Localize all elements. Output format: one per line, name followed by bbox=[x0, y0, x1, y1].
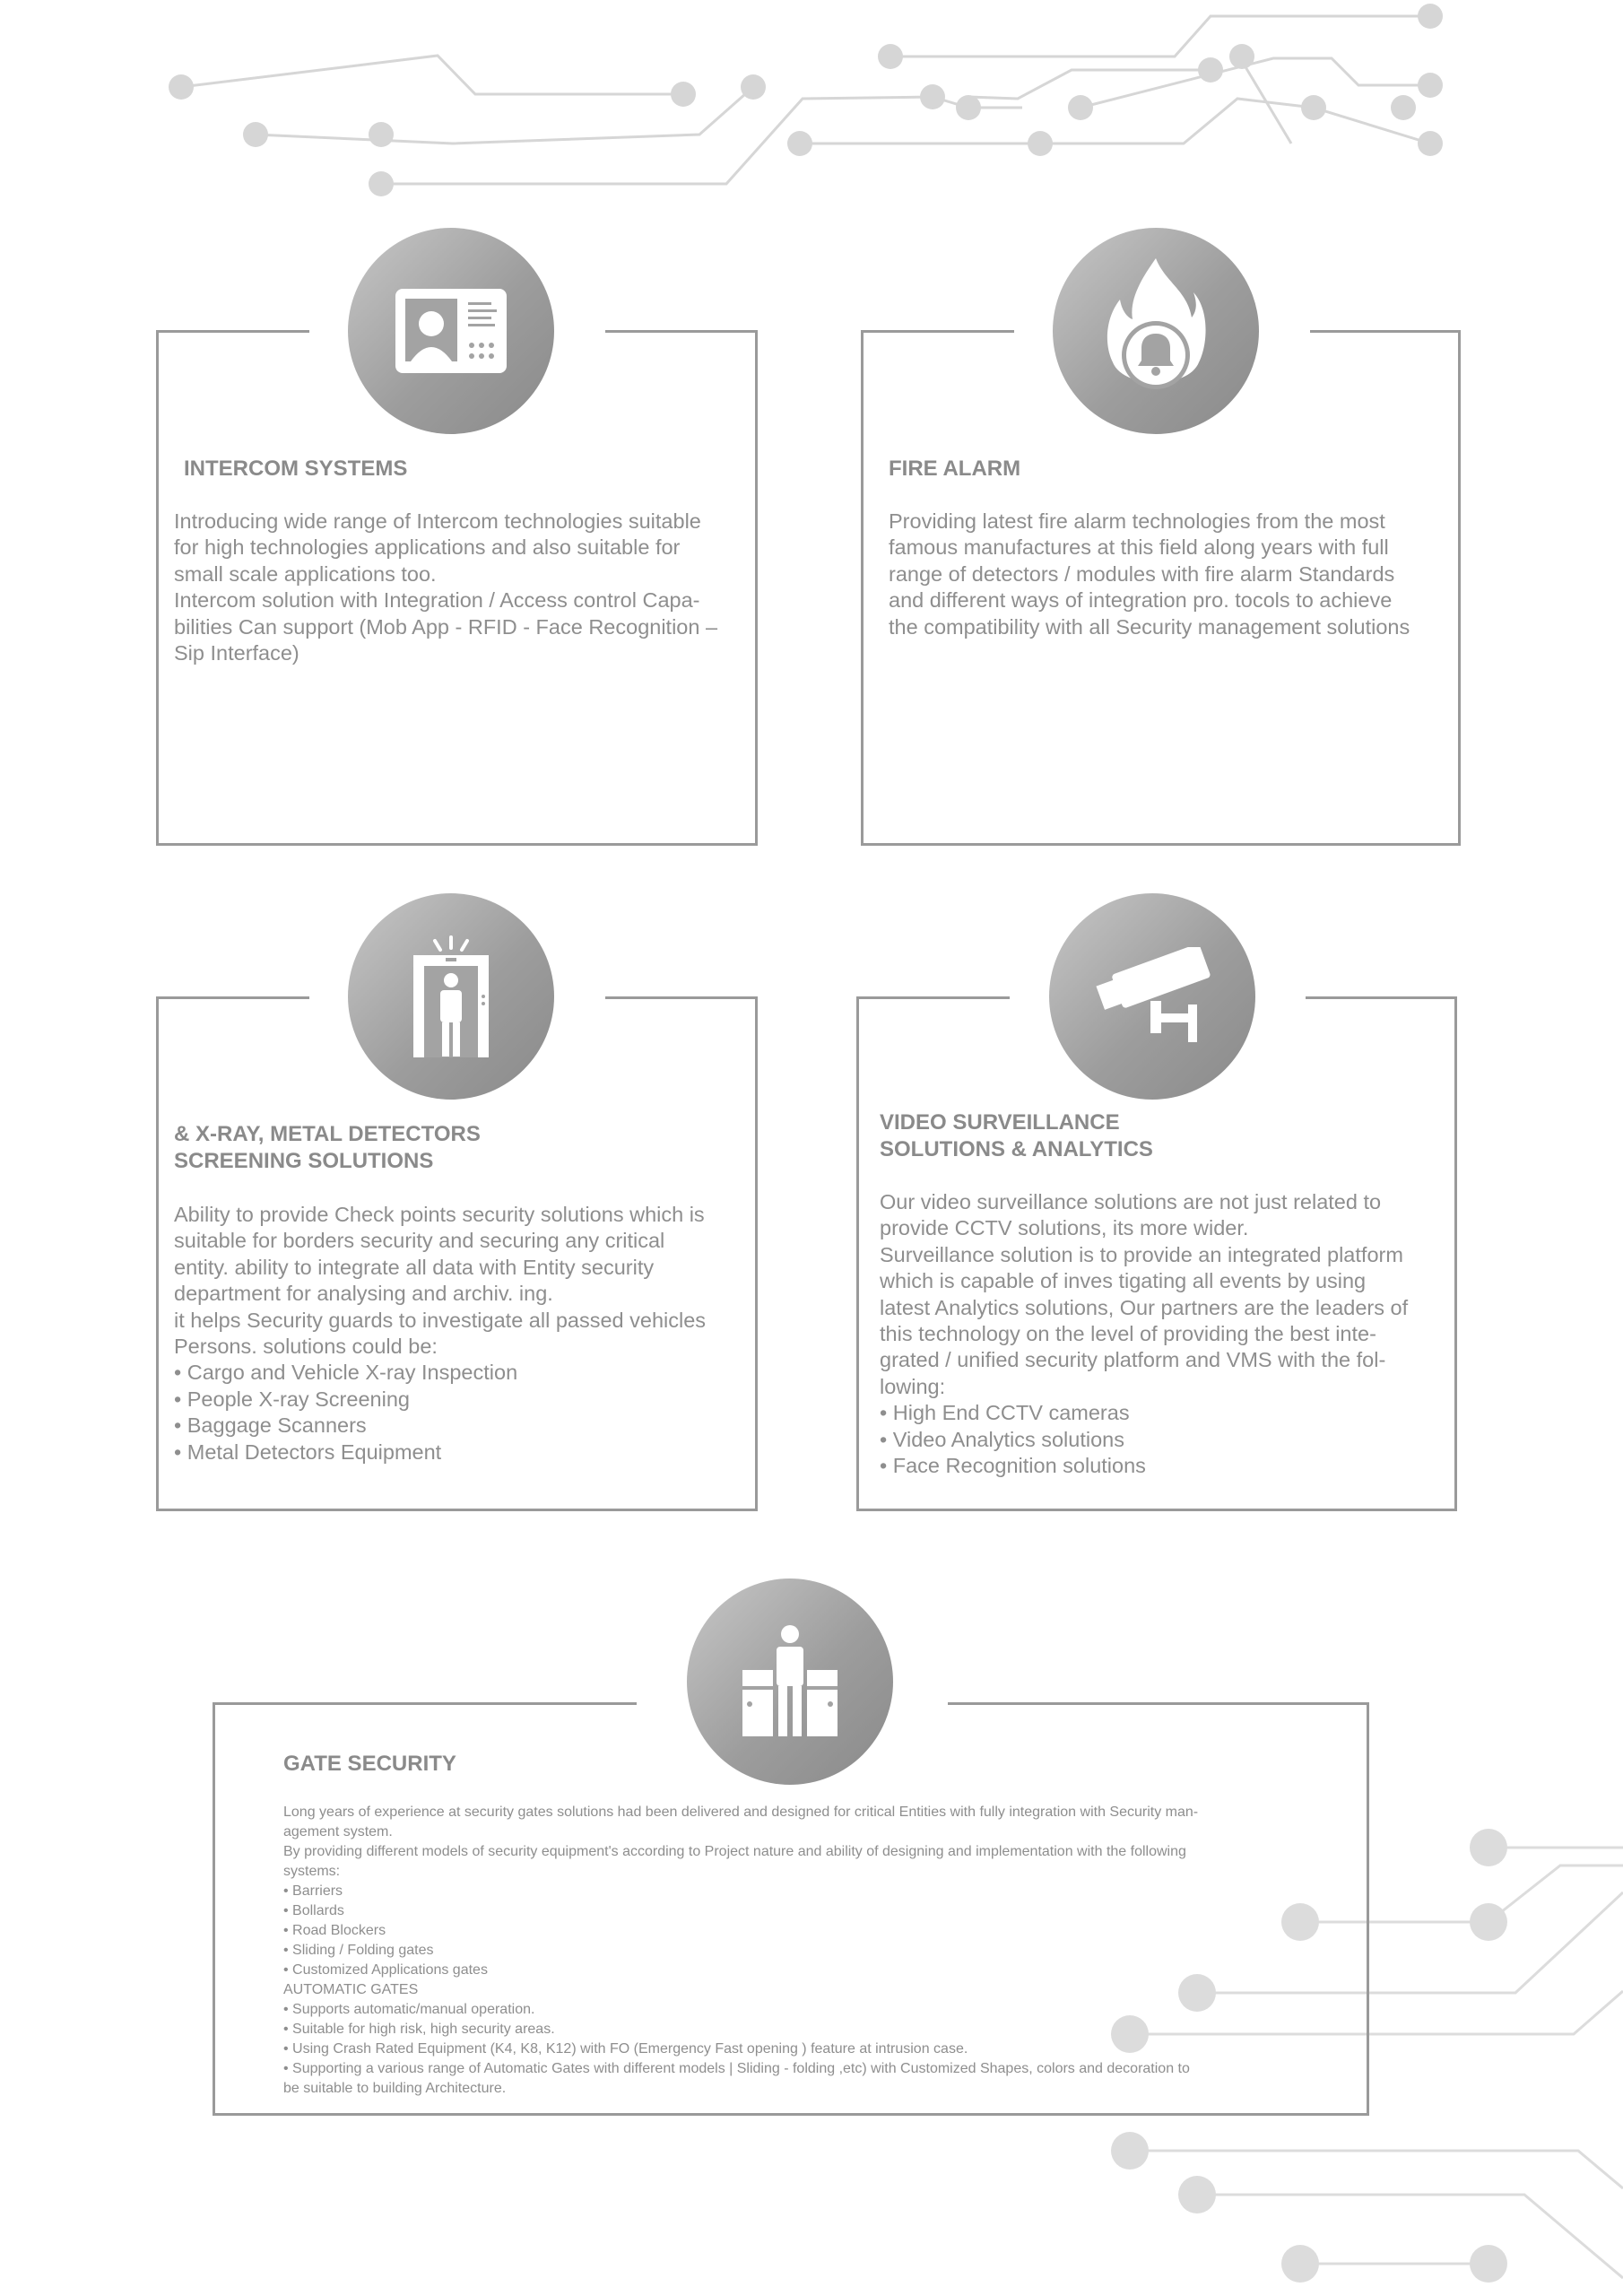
gate-security-icon bbox=[741, 1623, 839, 1740]
intercom-icon-circle bbox=[348, 228, 554, 434]
intercom-icon bbox=[393, 286, 509, 376]
metal-detector-icon-circle bbox=[348, 893, 554, 1100]
gate-security-icon-circle bbox=[687, 1578, 893, 1785]
fire-alarm-title: FIRE ALARM bbox=[889, 457, 1021, 481]
gate-security-title: GATE SECURITY bbox=[283, 1752, 456, 1776]
cctv-icon-circle bbox=[1049, 893, 1255, 1100]
gate-security-description: Long years of experience at security gates solutions had been delivered and designed for critical Entities with fully integration with Security man- agement system. By providing different models of security equipment's according to Project nature and ability of designing and implementation with the following systems: • Barriers • Bollards • Road Blockers • Sliding / Folding gates • Customized Applications gates AUTOMATIC GATES • Supports automatic/manual operation. • Suitable for high risk, high security areas. • Using Crash Rated Equipment (K4, K8, K12) with FO (Emergency Fast opening ) feature at intrusion case. • Supporting a various range of Automatic Gates with different models | Sliding - folding ,etc) with Customized Shapes, colors and decoration to be suitable to building Architecture. bbox=[283, 1805, 1199, 2096]
intercom-description: Introducing wide range of Intercom technologies suitable for high technologies applications and also suitable for small scale applications too. Intercom solution with Integration / Access control Capa- bilities Can support (Mob App - RFID - Face Recognition – Sip Interface) bbox=[174, 509, 718, 665]
xray-title: & X-RAY, METAL DETECTORS SCREENING SOLUTIONS bbox=[174, 1122, 481, 1173]
intercom-title: INTERCOM SYSTEMS bbox=[184, 457, 408, 481]
circuit-decoration-top bbox=[0, 0, 1623, 215]
video-surveillance-title: VIDEO SURVEILLANCE SOLUTIONS & ANALYTICS bbox=[880, 1110, 1153, 1161]
metal-detector-icon bbox=[406, 934, 496, 1059]
video-surveillance-description: Our video surveillance solutions are not just related to provide CCTV solutions, its more wider. Surveillance solution is to provide an integrated platform which is capable of inves tigating all events by using latest Analytics solutions, Our partners are the leaders of this technology on the level of providing the best inte- grated / unified security platform and VMS with the fol- lowing: • High End CCTV cameras • Video Analytics solutions • Face Recognition solutions bbox=[880, 1190, 1409, 1478]
fire-alarm-icon-circle bbox=[1053, 228, 1259, 434]
fire-alarm-icon bbox=[1102, 255, 1210, 407]
fire-alarm-description: Providing latest fire alarm technologies from the most famous manufactures at this field along years with full range of detectors / modules with fire alarm Standards and different ways of integration pro. tocols to achieve the compatibility with all Security management solutions bbox=[889, 509, 1410, 639]
cctv-camera-icon bbox=[1089, 947, 1215, 1046]
xray-description: Ability to provide Check points security solutions which is suitable for borders security and securing any critical entity. ability to integrate all data with Entity security department for analysing and archiv. ing. it helps Security guards to investigate all passed vehicles Persons. solutions could be: • Cargo and Vehicle X-ray Inspection • People X-ray Screening • Baggage Scanners • Metal Detectors Equipment bbox=[174, 1203, 707, 1464]
